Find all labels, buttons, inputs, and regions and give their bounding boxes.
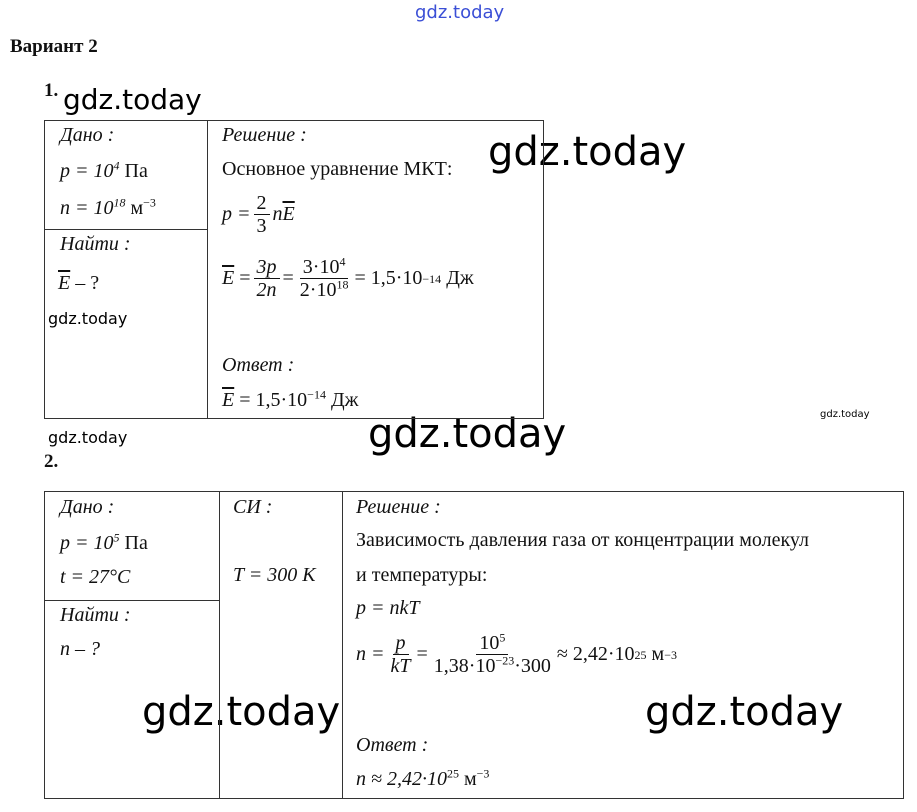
given-header: Дано : [60,496,115,518]
given-pressure: $p = 10^5$ Па [60,530,148,554]
given-header: Дано : [60,124,115,146]
si-header: СИ : [233,496,273,518]
watermark: gdz.today [48,428,128,447]
given-concentration: $n = 10^{18}$ $м^{-3}$ [60,195,156,219]
given-pressure: $p = 10^4$ Па [60,158,148,182]
watermark: gdz.today [63,83,202,116]
si-value: T = 300 К [233,564,316,586]
equation-energy: $\overline{E}$ = $\frac{3p}{2n}$ = $\frac{3\cdot 10^4}{2\cdot 10^{18}}$ = 1,5·10 −14 Дж [222,254,474,301]
solution-text: Основное уравнение МКТ: [222,158,453,180]
equation-pressure: p = nkT [356,597,420,619]
find-header: Найти : [60,604,131,626]
solution-text: и температуры: [356,564,488,586]
divider [342,491,343,799]
divider [219,491,220,799]
find-item: n – ? [60,638,100,660]
divider [44,229,207,230]
answer-value: $\overline{E} = 1,5\cdot 10^{-14}$ Дж [222,387,359,411]
find-item: $\overline{E}$ – ? [58,272,100,294]
problem-1-number: 1. [44,80,59,101]
variant-title: Вариант 2 [10,36,98,57]
watermark: gdz.today [142,689,341,735]
watermark-top: gdz.today [415,2,505,23]
solution-header: Решение : [222,124,307,146]
find-header: Найти : [60,233,131,255]
given-temperature: t = 27°C [60,566,131,588]
watermark: gdz.today [820,409,870,420]
answer-header: Ответ : [356,734,429,756]
equation-mkt: p = $\frac{2}{3}$ n $\overline{E}$ [222,192,295,237]
divider [207,120,208,419]
answer-header: Ответ : [222,354,295,376]
divider [44,600,219,601]
watermark: gdz.today [48,309,128,328]
watermark: gdz.today [368,411,567,457]
problem-2-number: 2. [44,451,59,472]
solution-text: Зависимость давления газа от концентрации молекул [356,529,809,551]
equation-concentration: n = $\frac{p}{kT}$ = $\frac{10^5}{1,38\cdot 10^{-23}\cdot 300}$ ≈ 2,42·10 25 м −3 [356,630,677,677]
solution-header: Решение : [356,496,441,518]
watermark: gdz.today [488,129,687,175]
watermark: gdz.today [645,689,844,735]
answer-value: $n \approx 2,42\cdot 10^{25}$ $м^{-3}$ [356,766,490,790]
